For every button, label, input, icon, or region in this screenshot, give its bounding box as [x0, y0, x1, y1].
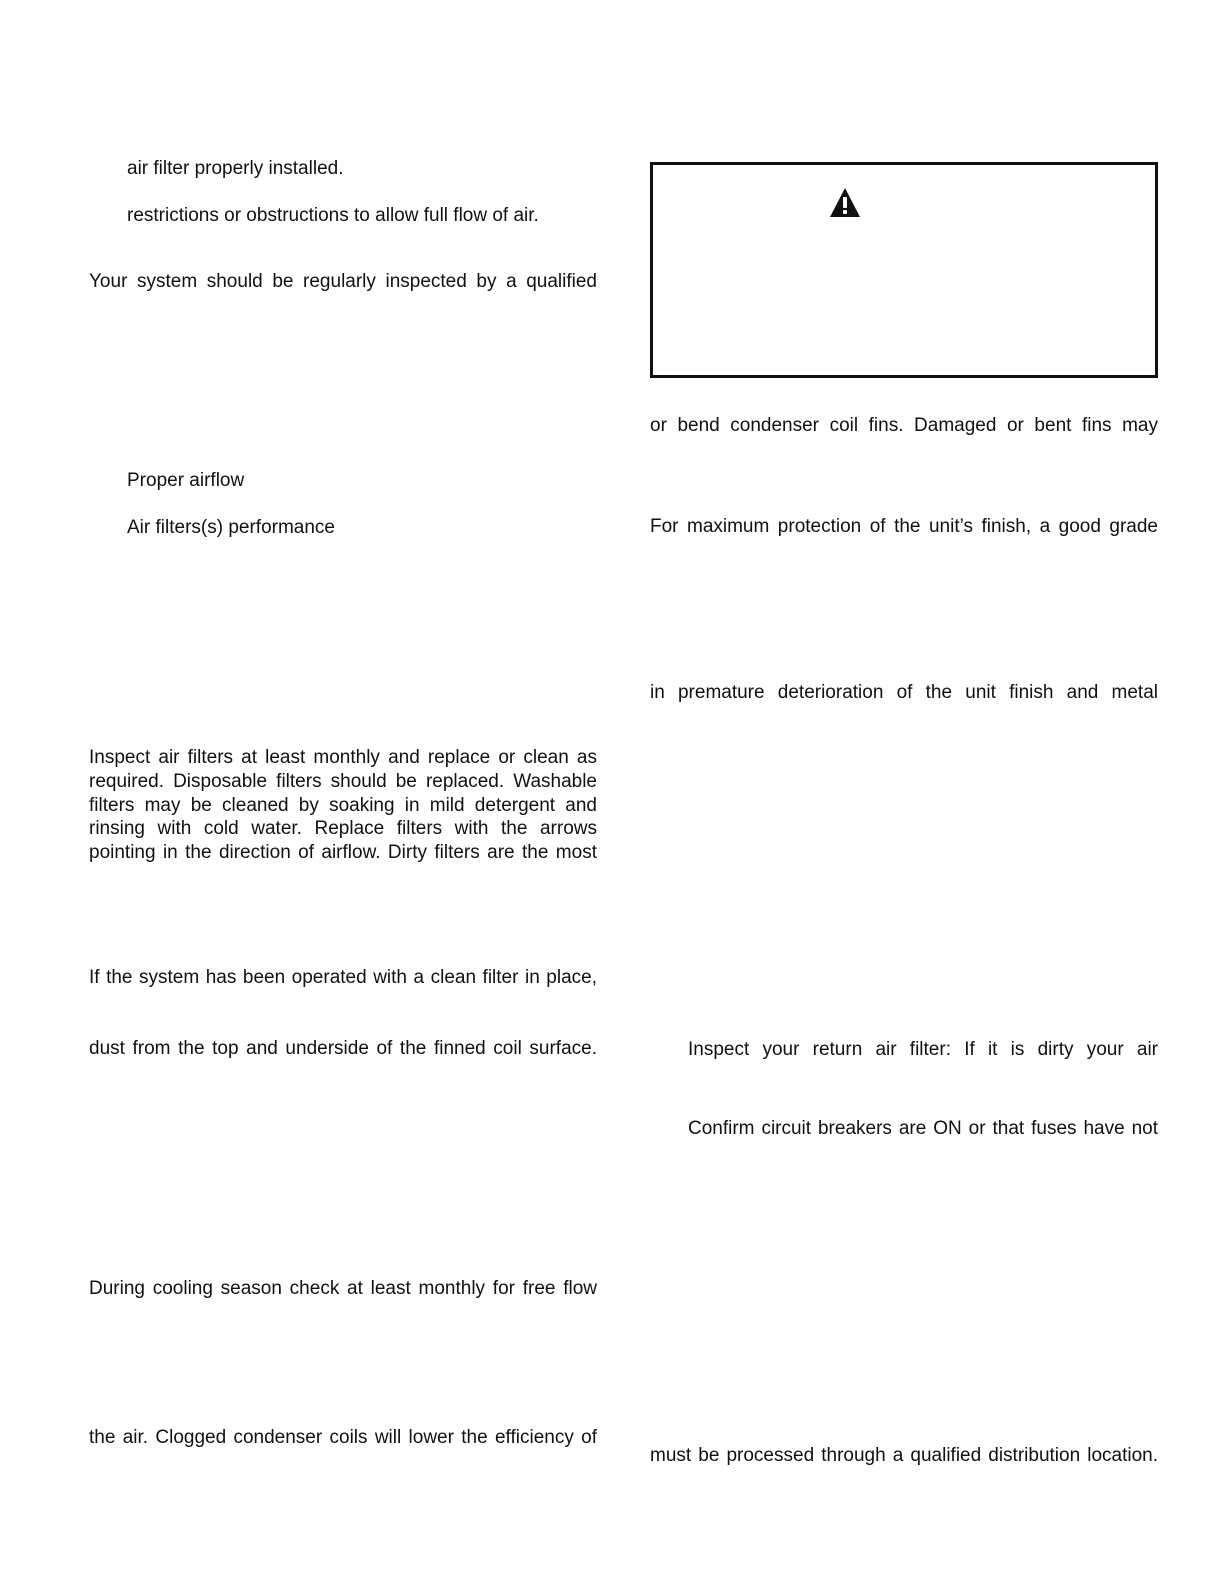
- text-clean-filter: If the system has been operated with a clean filter in place,: [89, 967, 597, 988]
- text-condenser-fins: or bend condenser coil fins. Damaged or bent fins may: [650, 415, 1158, 436]
- text-circuit-breakers: Confirm circuit breakers are ON or that fuses have not: [688, 1118, 1158, 1139]
- text-air-filter-installed: air filter properly installed.: [127, 158, 344, 179]
- filter-paragraph-line: filters may be cleaned by soaking in mild detergent and: [89, 794, 597, 816]
- warning-box: [650, 162, 1158, 378]
- text-unit-finish: For maximum protection of the unit’s finish, a good grade: [650, 516, 1158, 537]
- warning-triangle-icon: [829, 187, 861, 219]
- list-item-proper-airflow: Proper airflow: [127, 470, 245, 491]
- text-distribution-location: must be processed through a qualified distribution location.: [650, 1445, 1158, 1466]
- text-system-inspected: Your system should be regularly inspected by a qualified: [89, 271, 597, 292]
- text-deterioration: in premature deterioration of the unit finish and metal: [650, 682, 1158, 703]
- filter-paragraph-line: Inspect air filters at least monthly and replace or clean as: [89, 747, 597, 768]
- list-item-air-filter-performance: Air filters(s) performance: [127, 517, 335, 538]
- text-cooling-season: During cooling season check at least monthly for free flow: [89, 1278, 597, 1299]
- text-restrictions: restrictions or obstructions to allow full flow of air.: [127, 205, 539, 226]
- text-clogged-coils: the air. Clogged condenser coils will lower the efficiency of: [89, 1427, 597, 1448]
- filter-paragraph-line: pointing in the direction of airflow. Dirty filters are the most: [89, 842, 597, 864]
- text-inspect-return-filter: Inspect your return air filter: If it is dirty your air: [688, 1039, 1158, 1060]
- filter-paragraph-line: rinsing with cold water. Replace filters with the arrows: [89, 818, 597, 840]
- text-dust: dust from the top and underside of the finned coil surface.: [89, 1038, 597, 1059]
- filter-paragraph: [89, 746, 597, 865]
- filter-paragraph-line: required. Disposable filters should be replaced. Washable: [89, 770, 597, 792]
